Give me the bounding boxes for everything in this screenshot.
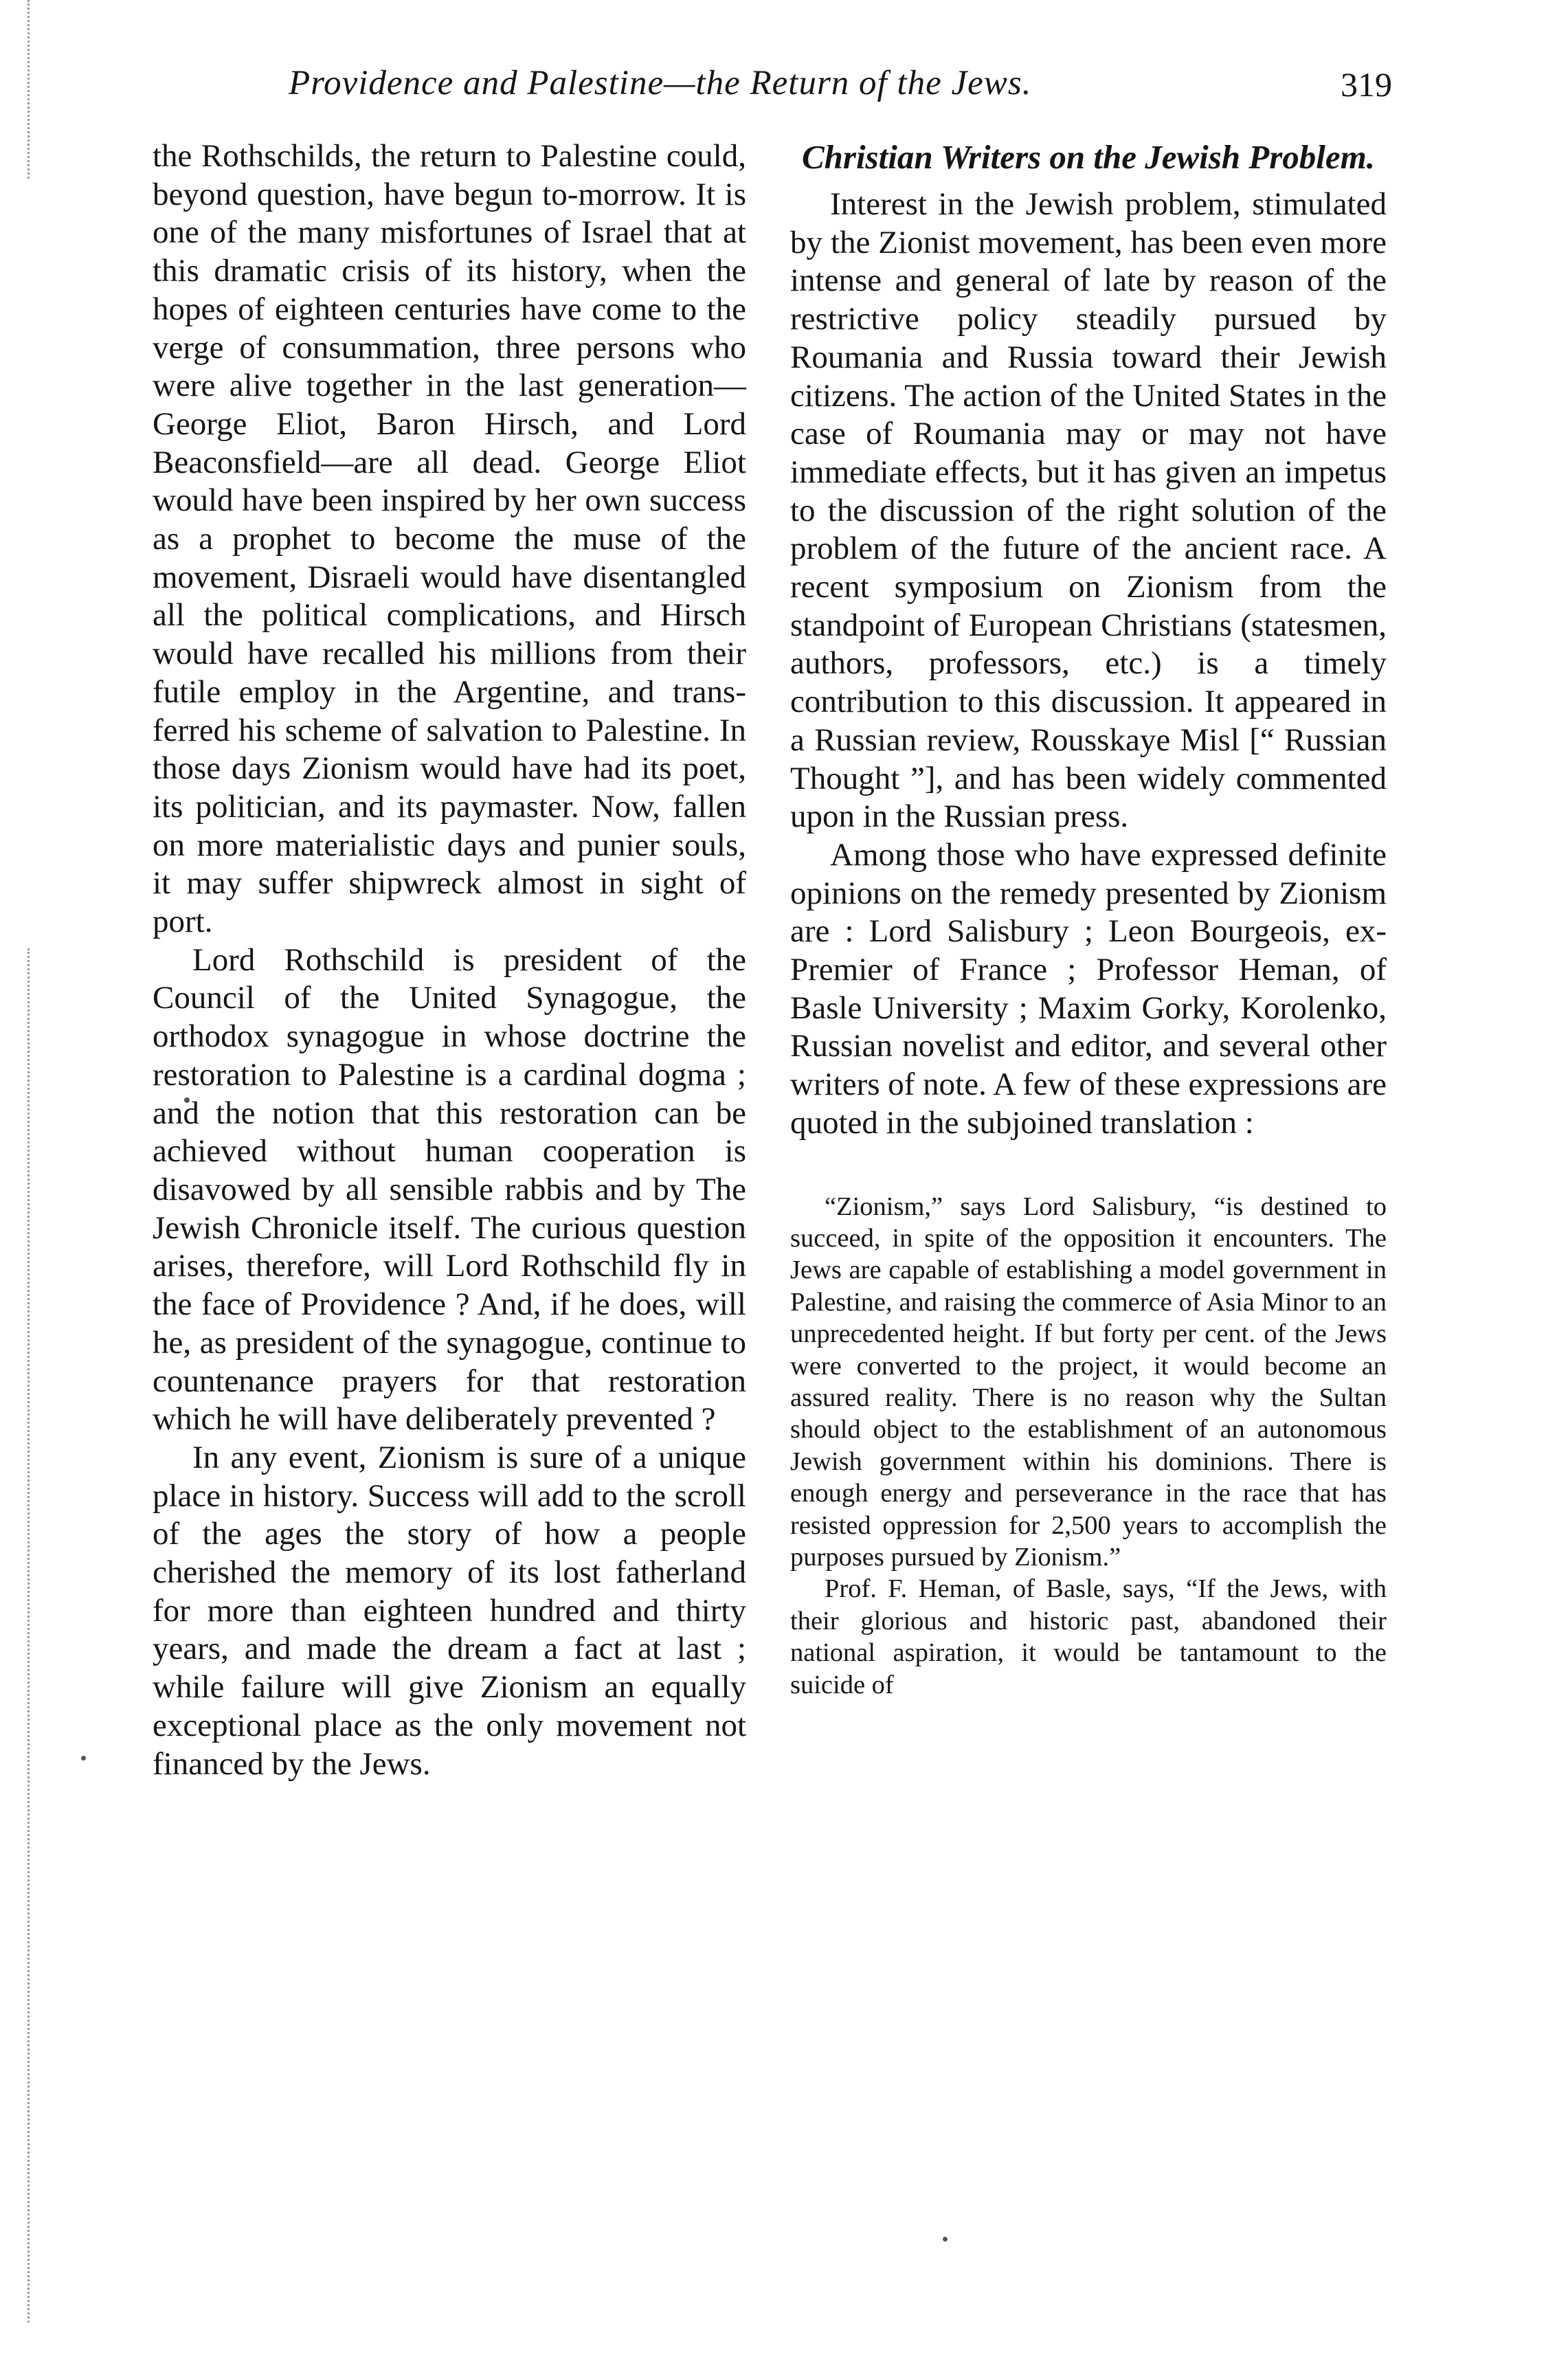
right-column (790, 137, 1387, 1701)
right-paragraph-1: Interest in the Jewish problem, stimulated by the Zionist movement, has been even more intense and general of late by reason of the restrictive policy steadily pursued by Roumania and Russia toward their Jewish citizens. The action of the United States in the case of Roumania may or may not have immediate effects, but it has given an impetus to the discussion of the right solution of the problem of the future of the ancient race. A recent symposium on Zionism from the standpoint of European Christians (statesmen, authors, professors, etc.) is a timely contribution to this discussion. It appeared in a Russian review, Rousskaye Misl [“ Russian Thought ”], and has been widely commented upon in the Russian press. (790, 186, 1387, 835)
page-number: 319 (1341, 65, 1392, 104)
scan-edge-bottom (27, 948, 91, 2323)
left-paragraph-3: In any event, Zionism is sure of a unique place in history. Success will add to the scroll of the ages the story of how a people cherished the memory of its lost fatherland for more than eighteen hundred and thirty years, and made the dream a fact at last ; while failure will give Zionism an equally exceptional place as the only movement not financed by the Jews. (153, 1439, 746, 1782)
left-paragraph-2: Lord Rothschild is president of the Council of the United Synagogue, the orthodox synagogue in whose doctrine the restoration to Palestine is a cardinal dogma ; and the notion that this restoration can be achieved without human cooperation is disavowed by all sensible rabbis and by The Jewish Chronicle itself. The curious question arises, therefore, will Lord Rothschild fly in the face of Providence ? And, if he does, will he, as president of the synagogue, continue to countenance prayers for that restoration which he will have deliberately prevented ? (153, 941, 746, 1438)
quotation-block (790, 1191, 1387, 1701)
margin-speck (81, 1756, 86, 1761)
left-paragraph-1: the Rothschilds, the return to Palestine could, beyond question, have begun to-morrow. It is one of the many misfortunes of Israel that at this dramatic crisis of its history, when the hopes of eighteen centuries have come to the verge of consummation, three persons who were alive together in the last generation—George Eliot, Baron Hirsch, and Lord Beaconsfield—are all dead. George Eliot would have been inspired by her own success as a prophet to become the muse of the movement, Disraeli would have disentangled all the political complications, and Hirsch would have recalled his millions from their futile employ in the Argentine, and transferred his scheme of salvation to Palestine. In those days Zionism would have had its poet, its politician, and its paymaster. Now, fallen on more materialistic days and punier souls, it may suffer shipwreck almost in sight of port. (153, 138, 746, 940)
quote-salisbury: “Zionism,” says Lord Salisbury, “is destined to succeed, in spite of the opposition it encounters. The Jews are capable of establishing a model government in Palestine, and raising the commerce of Asia Minor to an unprecedented height. If but forty per cent. of the Jews were converted to the project, it would become an assured reality. There is no reason why the Sultan should object to the establishment of an autonomous Jewish government within his dominions. There is enough energy and perseverance in the race that has resisted oppression for 2,500 years to accomplish the purposes pursued by Zionism.” (790, 1192, 1387, 1572)
running-head-title: Providence and Palestine—the Return of the Jews. (289, 64, 1032, 102)
left-column (153, 137, 746, 1783)
quote-heman: Prof. F. Heman, of Basle, says, “If the Jews, with their glorious and historic past, abandoned their national aspiration, it would be tantamount to the suicide of (790, 1574, 1387, 1699)
scan-edge-top (27, 0, 91, 179)
section-heading: Christian Writers on the Jewish Problem. (801, 138, 1376, 176)
right-paragraph-2: Among those who have expressed definite opinions on the remedy presented by Zionism are : Lord Salisbury ; Leon Bourgeois, ex-Premier of France ; Professor Heman, of Basle University ; Maxim Gorky, Korolenko, Russian novelist and editor, and several other writers of note. A few of these expressions are quoted in the subjoined translation : (790, 836, 1387, 1141)
margin-speck (943, 2237, 948, 2242)
